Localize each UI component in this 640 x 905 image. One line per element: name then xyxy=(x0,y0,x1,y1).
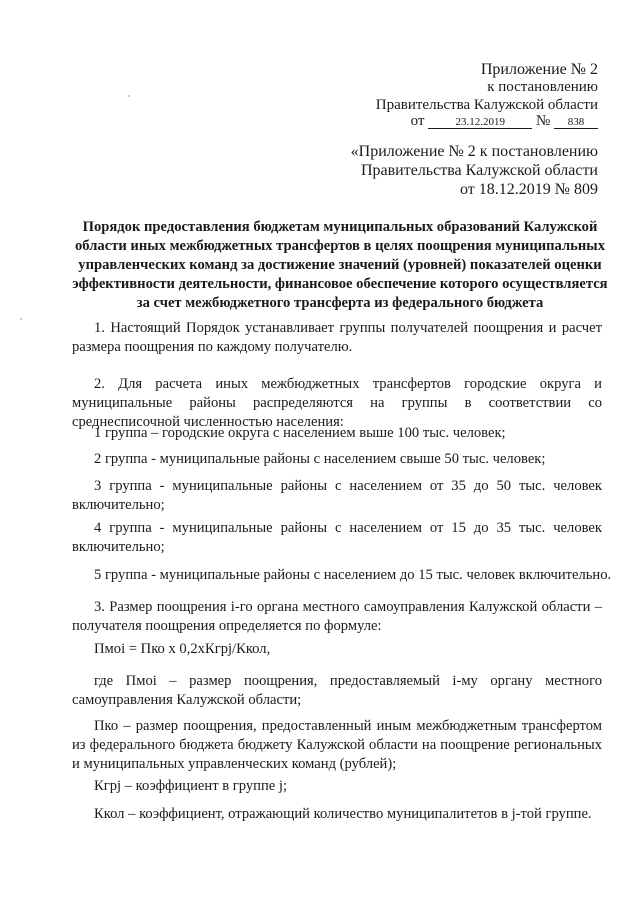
where-pko: Пко – размер поощрения, предоставленный иным межбюджетным трансфертом из федерального бюджета бюджету Калужской области на поощрение региональных и муниципальных управленческих команд (рублей); xyxy=(72,718,602,772)
paragraph-2: 2. Для расчета иных межбюджетных трансфертов городские округа и муниципальные районы распределяются на группы в соответствии со среднесписочной численностью населения: xyxy=(72,376,602,430)
group-5: 5 группа - муниципальные районы с населением до 15 тыс. человек включительно. xyxy=(94,567,612,583)
resolution-date-number xyxy=(411,112,598,130)
paragraph-1: 1. Настоящий Порядок устанавливает группы получателей поощрения и расчет размера поощрения по каждому получателю. xyxy=(72,320,602,355)
quoted-government-line: Правительства Калужской области xyxy=(360,162,598,179)
resolution-number: 838 xyxy=(554,116,598,129)
group-2: 2 группа - муниципальные районы с населением свыше 50 тыс. человек; xyxy=(94,451,546,467)
quoted-date-line: от 18.12.2019 № 809 xyxy=(459,181,598,198)
group-3: 3 группа - муниципальные районы с населением от 35 до 50 тыс. человек включительно; xyxy=(72,478,602,513)
group-4: 4 группа - муниципальные районы с населением от 15 до 35 тыс. человек включительно; xyxy=(72,520,602,555)
scan-speck xyxy=(128,95,130,97)
appendix-label: Приложение № 2 xyxy=(480,61,598,78)
group-1: 1 группа – городские округа с населением выше 100 тыс. человек; xyxy=(94,425,506,441)
paragraph-3: 3. Размер поощрения i-го органа местного самоуправления Калужской области – получателя поощрения определяется по формуле: xyxy=(72,599,602,634)
where-pmo: где Пмоi – размер поощрения, предоставляемый i-му органу местного самоуправления Калужской области; xyxy=(72,673,602,708)
quoted-appendix-line: «Приложение № 2 к постановлению xyxy=(350,143,598,160)
government-label: Правительства Калужской области xyxy=(375,97,598,113)
number-prefix: № xyxy=(535,113,551,129)
resolution-date: 23.12.2019 xyxy=(428,116,532,129)
document-title: Порядок предоставления бюджетам муниципальных образований Калужской области иных межбюджетных трансфертов в целях поощрения муниципальных управленческих команд за достижение значений (уровней) показателей оценки эффективности деятельности, финансовое обеспечение которого осуществляется за счет межбюджетного трансферта из федерального бюджета xyxy=(72,219,608,311)
where-kgr: Кгрj – коэффициент в группе j; xyxy=(94,778,288,794)
formula: Пмоi = Пко х 0,2хКгрj/Ккол, xyxy=(94,641,271,657)
scan-speck xyxy=(20,318,22,320)
from-prefix: от xyxy=(410,113,425,129)
where-kkol: Ккол – коэффициент, отражающий количество муниципалитетов в j-той группе. xyxy=(94,806,592,822)
to-resolution-label: к постановлению xyxy=(487,79,598,95)
